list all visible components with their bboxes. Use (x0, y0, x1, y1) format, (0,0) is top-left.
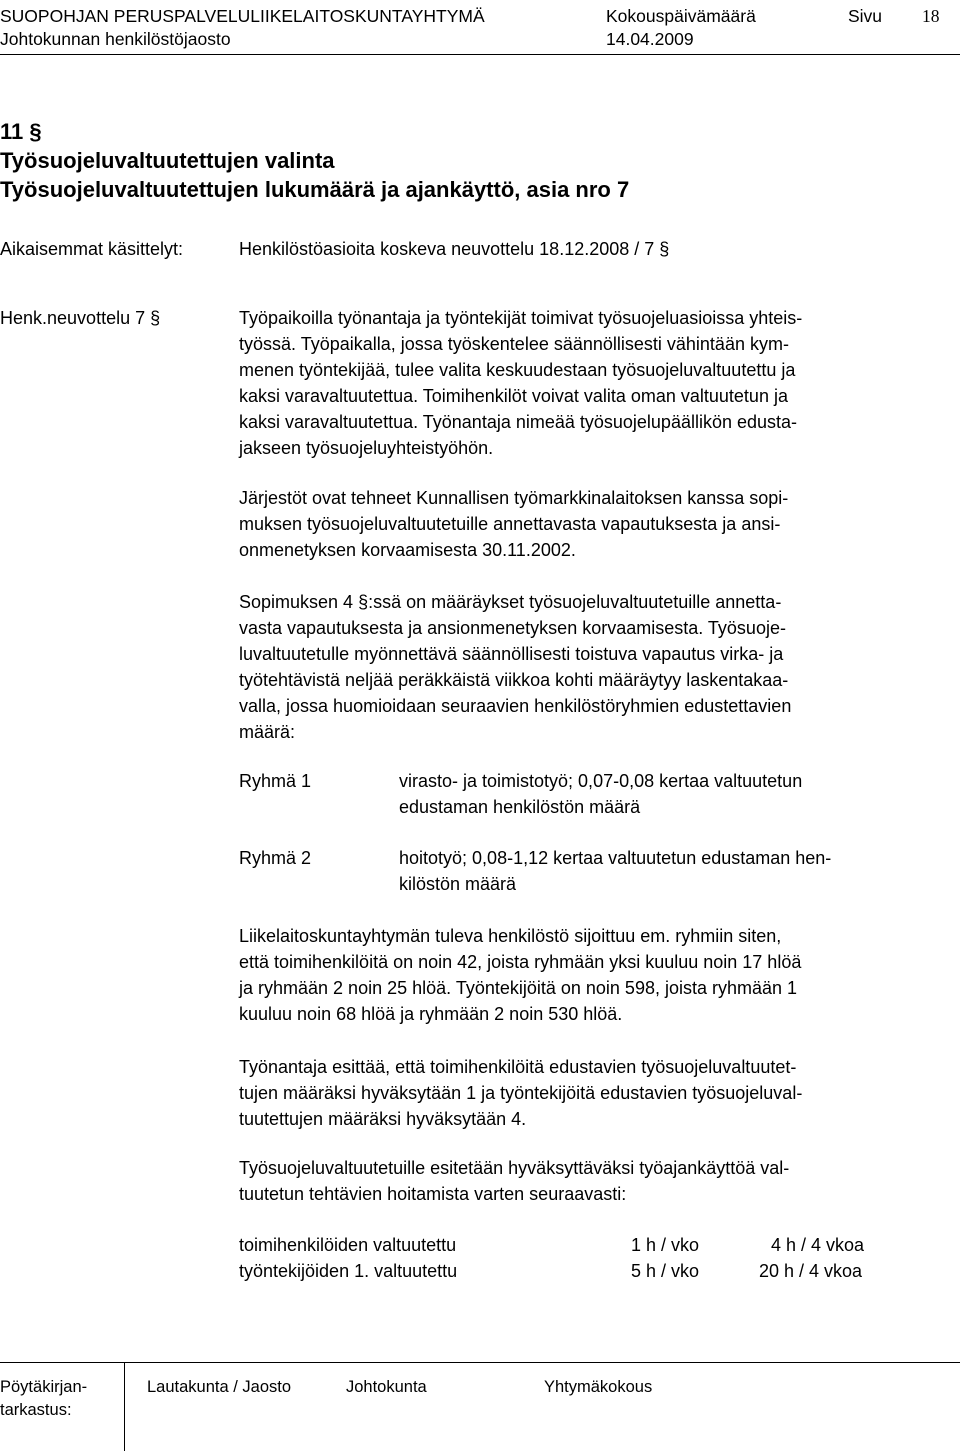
earlier-label: Aikaisemmat käsittelyt: (0, 239, 184, 259)
footer-divider (0, 1362, 960, 1363)
text-line: luvaltuutetulle myönnettävä säännöllisesti toistuva vapautus virka- ja (239, 644, 784, 664)
text-line: kuuluu noin 68 hlöä ja ryhmään 2 noin 530 hlöä. (239, 1004, 623, 1024)
henk-line: menen työntekijää, tulee valita keskuudestaan työsuojeluvaltuutettu ja (239, 360, 796, 380)
group-1-label: Ryhmä 1 (239, 771, 312, 791)
section-subtitle: Työsuojeluvaltuutettujen lukumäärä ja ajankäyttö, asia nro 7 (0, 177, 630, 202)
group-1-line: virasto- ja toimistotyö; 0,07-0,08 kertaa valtuutetun (399, 771, 803, 791)
footer-check-label (0, 1376, 87, 1422)
footer-assembly: Yhtymäkokous (544, 1378, 653, 1396)
group-2-line: hoitotyö; 0,08-1,12 kertaa valtuutetun edustaman hen- (399, 848, 832, 868)
body-name: Johtokunnan henkilöstöjaosto (0, 29, 231, 49)
text-line: että toimihenkilöitä on noin 42, joista ryhmään yksi kuuluu noin 17 hlöä (239, 952, 802, 972)
time-row-who: työntekijöiden 1. valtuutettu (239, 1261, 458, 1281)
earlier-value: Henkilöstöasioita koskeva neuvottelu 18.12.2008 / 7 § (239, 239, 670, 259)
text-line: Liikelaitoskuntayhtymän tuleva henkilöstö sijoittuu em. ryhmiin siten, (239, 926, 782, 946)
page-label: Sivu (848, 6, 883, 26)
text-line: tuutettujen määräksi hyväksytään 4. (239, 1109, 527, 1129)
org-name: SUOPOHJAN PERUSPALVELULIIKELAITOSKUNTAYHTYMÄ (0, 6, 485, 26)
group-2-desc (399, 845, 831, 897)
henk-paragraph (239, 305, 927, 461)
henk-label: Henk.neuvottelu 7 § (0, 308, 161, 328)
group-2-label: Ryhmä 2 (239, 848, 312, 868)
text-line: Työsuojeluvaltuutetuille esitetään hyväksyttäväksi työajankäyttöä val- (239, 1158, 790, 1178)
time-row-four-weeks: 4 h / 4 vkoa (771, 1235, 865, 1255)
text-line: Sopimuksen 4 §:ssä on määräykset työsuojeluvaltuutetuille annetta- (239, 592, 782, 612)
text-line: Työnantaja esittää, että toimihenkilöitä edustavien työsuojeluvaltuutet- (239, 1057, 797, 1077)
group-1-desc (399, 768, 802, 820)
text-line: ja ryhmään 2 noin 25 hlöä. Työntekijöitä on noin 598, joista ryhmään 1 (239, 978, 798, 998)
time-row-weekly: 1 h / vko (631, 1235, 700, 1255)
henk-line: Työpaikoilla työnantaja ja työntekijät toimivat työsuojeluasioissa yhteis- (239, 308, 803, 328)
footer-committee: Lautakunta / Jaosto (147, 1378, 292, 1396)
text-line: muksen työsuojeluvaltuutetuille annettavasta vapautuksesta ja ansi- (239, 514, 781, 534)
henk-line: kaksi varavaltuutettua. Työnantaja nimeää työsuojelupäällikön edusta- (239, 412, 798, 432)
text-line: tuutetun tehtävien hoitamista varten seuraavasti: (239, 1184, 627, 1204)
paragraph-regulations (239, 589, 927, 745)
paragraph-staff (239, 923, 927, 1027)
time-row-four-weeks: 20 h / 4 vkoa (759, 1261, 863, 1281)
henk-line: jakseen työsuojeluyhteistyöhön. (239, 438, 494, 458)
footer-separator (124, 1362, 125, 1451)
time-row-who: toimihenkilöiden valtuutettu (239, 1235, 457, 1255)
section-symbol: § (29, 119, 42, 144)
text-line: määrä: (239, 722, 296, 742)
group-1-line: edustaman henkilöstön määrä (399, 797, 641, 817)
page-number: 18 (922, 6, 940, 26)
text-line: valla, jossa huomioidaan seuraavien henkilöstöryhmien edustettavien (239, 696, 792, 716)
footer-check-line: tarkastus: (0, 1401, 72, 1419)
paragraph-time-use (239, 1155, 927, 1207)
time-row-weekly: 5 h / vko (631, 1261, 700, 1281)
section-title: Työsuojeluvaltuutettujen valinta (0, 148, 335, 173)
text-line: onmenetyksen korvaamisesta 30.11.2002. (239, 540, 576, 560)
meeting-date-label: Kokouspäivämäärä (606, 6, 756, 26)
footer-board: Johtokunta (346, 1378, 427, 1396)
henk-line: työssä. Työpaikalla, jossa työskentelee säännöllisesti vähintään kym- (239, 334, 789, 354)
henk-line: kaksi varavaltuutettua. Toimihenkilöt voivat valita oman valtuutetun ja (239, 386, 788, 406)
text-line: Järjestöt ovat tehneet Kunnallisen työmarkkinalaitoksen kanssa sopi- (239, 488, 789, 508)
meeting-date: 14.04.2009 (606, 29, 694, 49)
section-number (0, 118, 42, 146)
text-line: vasta vapautuksesta ja ansionmenetyksen korvaamisesta. Työsuoje- (239, 618, 786, 638)
section-num: 11 (0, 119, 24, 144)
group-2-line: kilöstön määrä (399, 874, 517, 894)
footer-check-line: Pöytäkirjan- (0, 1378, 88, 1396)
text-line: työtehtävistä neljää peräkkäistä viikkoa kohti määräytyy laskentakaa- (239, 670, 789, 690)
paragraph-employer-proposal (239, 1054, 927, 1132)
paragraph-agreement (239, 485, 927, 563)
text-line: tujen määräksi hyväksytään 1 ja työntekijöitä edustavien työsuojeluval- (239, 1083, 803, 1103)
header-divider (0, 54, 960, 55)
